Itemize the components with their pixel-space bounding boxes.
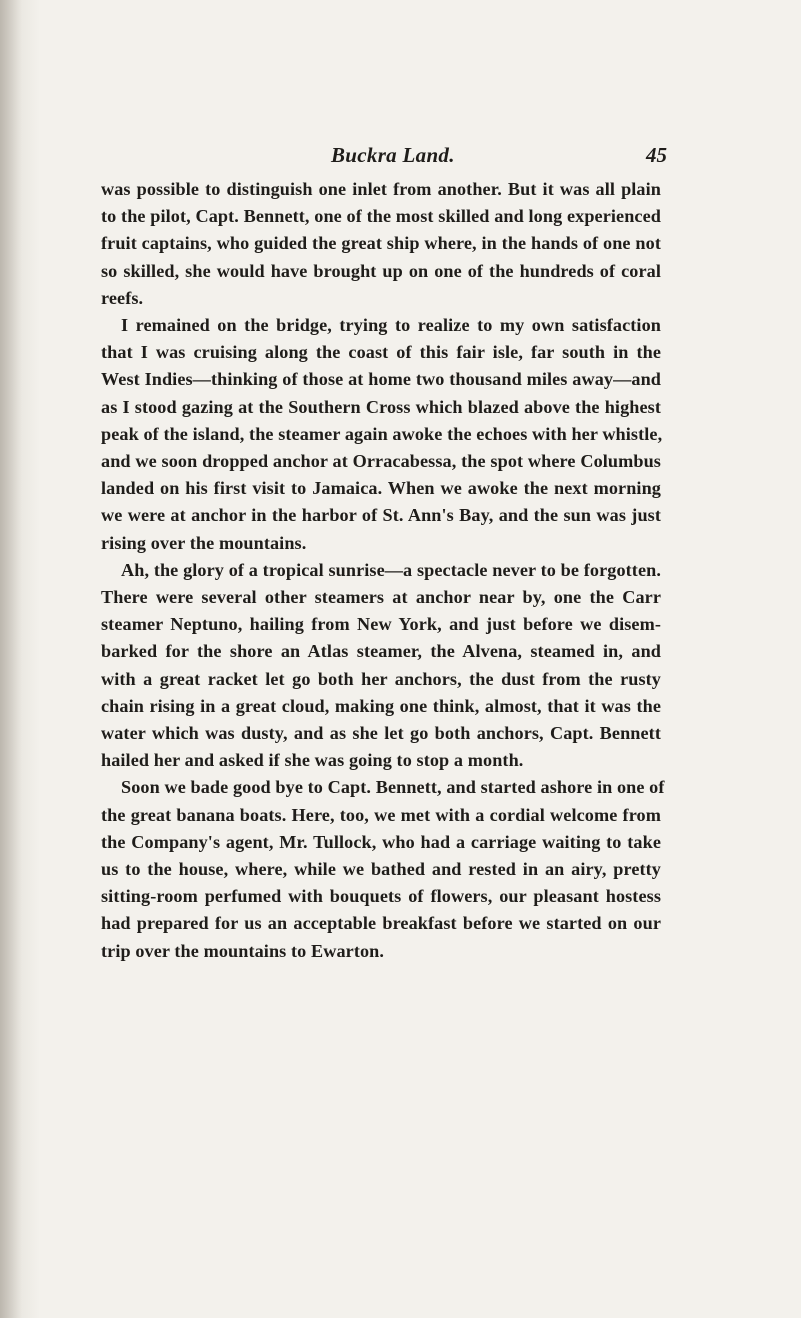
- text-line: the great banana boats. Here, too, we met with a cordial welcome from: [101, 804, 661, 825]
- text-line: was possible to distinguish one inlet from another. But it was all plain: [101, 179, 661, 199]
- text-line: fruit captains, who guided the great ship where, in the hands of one not: [101, 233, 661, 254]
- text-line: I remained on the bridge, trying to realize to my own satisfaction: [121, 315, 661, 336]
- text-line: that I was cruising along the coast of this fair isle, far south in the: [101, 342, 661, 363]
- text-line: us to the house, where, while we bathed and rested in an airy, pretty: [101, 859, 661, 880]
- text-line: we were at anchor in the harbor of St. Ann's Bay, and the sun was just: [101, 505, 661, 526]
- text-line: sitting-room perfumed with bouquets of flowers, our pleasant hostess: [101, 886, 661, 907]
- text-line: trip over the mountains to Ewarton.: [101, 940, 385, 961]
- text-line: landed on his first visit to Jamaica. When we awoke the next morning: [101, 478, 661, 499]
- text-line: with a great racket let go both her anchors, the dust from the rusty: [101, 668, 661, 689]
- text-line: the Company's agent, Mr. Tullock, who had a carriage waiting to take: [101, 831, 661, 852]
- text-line: to the pilot, Capt. Bennett, one of the most skilled and long experienced: [101, 206, 661, 227]
- text-line: rising over the mountains.: [101, 532, 307, 553]
- text-line: peak of the island, the steamer again awoke the echoes with her whistle,: [101, 423, 663, 444]
- text-line: Ah, the glory of a tropical sunrise—a spectacle never to be forgotten.: [121, 559, 661, 580]
- text-line: West Indies—thinking of those at home two thousand miles away—and: [101, 369, 661, 390]
- text-line: There were several other steamers at anchor near by, one the Carr: [101, 587, 661, 608]
- text-line: reefs.: [101, 287, 144, 308]
- text-line: had prepared for us an acceptable breakfast before we started on our: [101, 913, 661, 934]
- text-line: steamer Neptuno, hailing from New York, and just before we disem-: [101, 614, 661, 635]
- page-number: 45: [646, 143, 667, 167]
- text-line: water which was dusty, and as she let go both anchors, Capt. Bennett: [101, 723, 661, 744]
- text-line: hailed her and asked if she was going to stop a month.: [101, 750, 524, 771]
- body-text: [101, 176, 665, 965]
- text-line: barked for the shore an Atlas steamer, the Alvena, steamed in, and: [101, 641, 661, 662]
- text-line: Soon we bade good bye to Capt. Bennett, and started ashore in one of: [121, 777, 665, 798]
- text-line: and we soon dropped anchor at Orracabessa, the spot where Columbus: [101, 451, 661, 472]
- running-head-title: Buckra Land.: [331, 143, 455, 167]
- text-line: so skilled, she would have brought up on one of the hundreds of coral: [101, 260, 661, 281]
- text-line: chain rising in a great cloud, making one think, almost, that it was the: [101, 695, 661, 716]
- text-line: as I stood gazing at the Southern Cross which blazed above the highest: [101, 396, 661, 417]
- running-head: [0, 143, 801, 173]
- binding-gutter-shadow: [0, 0, 22, 1318]
